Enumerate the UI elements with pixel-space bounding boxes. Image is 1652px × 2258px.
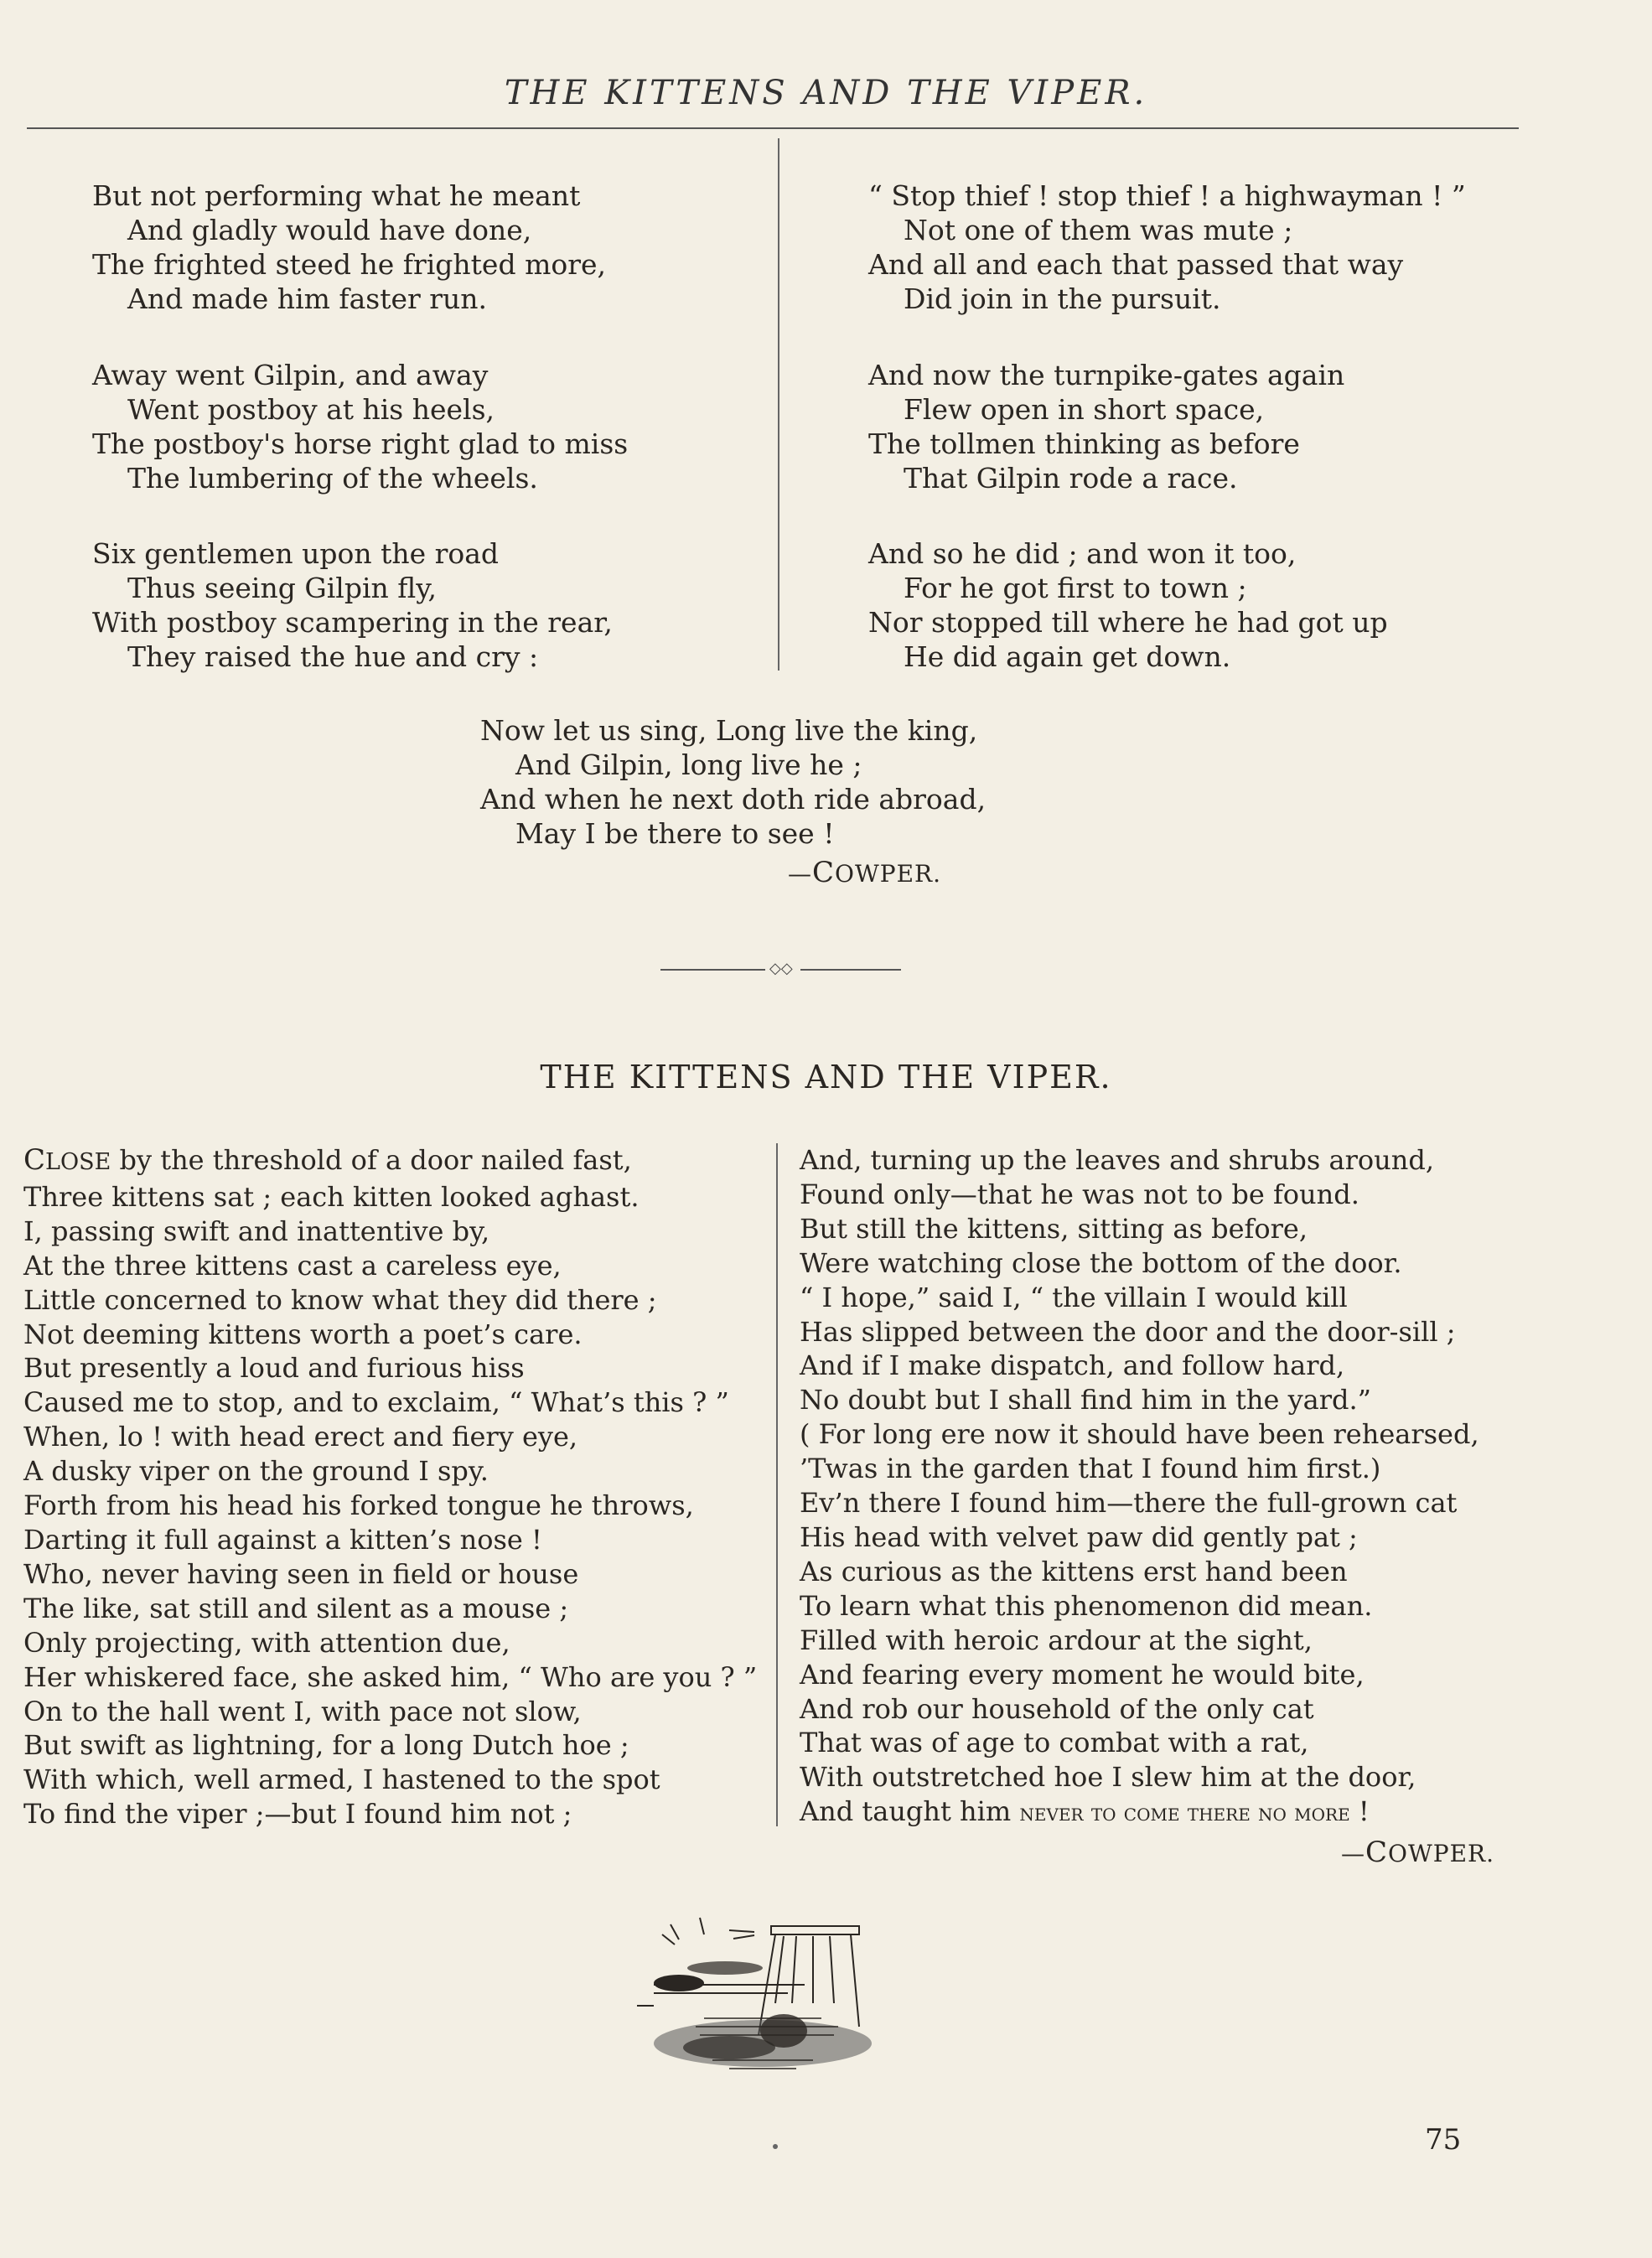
verse-line: No doubt but I shall find him in the yard.” [800, 1384, 1372, 1416]
gilpin-stanza [92, 536, 613, 674]
kittens-last-line [800, 1794, 1370, 1830]
verse-line: Three kittens sat ; each kitten looked aghast. [23, 1180, 640, 1213]
verse-line: But presently a loud and furious hiss [23, 1352, 525, 1385]
ornament-rule-left [660, 969, 765, 971]
verse-line: Little concerned to know what they did there ; [23, 1283, 657, 1316]
verse-line: And now the turnpike-gates again [868, 359, 1345, 391]
kittens-right-column [800, 1143, 1479, 1794]
ornament-mark: ◇◇ [769, 960, 793, 977]
verse-line: Thus seeing Gilpin fly, [127, 572, 438, 604]
gilpin-stanza [92, 358, 628, 495]
header-rule [27, 127, 1519, 129]
verse-line: Were watching close the bottom of the door. [800, 1246, 1402, 1279]
verse-line: The lumbering of the wheels. [127, 462, 538, 495]
verse-line: On to the hall went I, with pace not slow, [23, 1695, 582, 1727]
verse-line: And taught him never to come there no more ! [800, 1795, 1370, 1827]
verse-line: ( For long ere now it should have been rehearsed, [800, 1418, 1479, 1451]
verse-line: That was of age to combat with a rat, [800, 1727, 1309, 1759]
verse-line: And, turning up the leaves and shrubs around, [800, 1144, 1434, 1176]
verse-line: And so he did ; and won it too, [868, 537, 1297, 570]
verse-line: Not one of them was mute ; [904, 214, 1293, 246]
verse-line: With outstretched hoe I slew him at the door, [800, 1761, 1416, 1794]
verse-line: And rob our household of the only cat [800, 1692, 1314, 1725]
kittens-signature: —COWPER. [1341, 1836, 1495, 1869]
verse-line: Only projecting, with attention due, [23, 1626, 510, 1659]
verse-line: And when he next doth ride abroad, [480, 783, 987, 816]
verse-line: I, passing swift and inattentive by, [23, 1214, 490, 1247]
verse-line: Now let us sing, Long live the king, [480, 714, 978, 747]
verse-line: Found only—that he was not to be found. [800, 1178, 1359, 1210]
verse-line: But swift as lightning, for a long Dutch hoe ; [23, 1729, 629, 1762]
verse-line: Away went Gilpin, and away [92, 359, 489, 391]
verse-line: And all and each that passed that way [868, 248, 1404, 281]
verse-line: Ev’n there I found him—there the full-grown cat [800, 1487, 1458, 1520]
verse-line: Flew open in short space, [904, 393, 1265, 426]
verse-line: “ Stop thief ! stop thief ! a highwayman ! ” [868, 179, 1466, 212]
gilpin-stanza [868, 179, 1466, 316]
verse-line: Darting it full against a kitten’s nose ! [23, 1523, 542, 1556]
gilpin-stanza [868, 536, 1388, 674]
verse-line: Has slipped between the door and the door-sill ; [800, 1315, 1456, 1348]
verse-line: When, lo ! with head erect and fiery eye, [23, 1421, 578, 1453]
verse-line: Went postboy at his heels, [127, 393, 495, 426]
verse-line: Filled with heroic ardour at the sight, [800, 1624, 1313, 1656]
verse-line: They raised the hue and cry : [127, 640, 539, 673]
gilpin-final-stanza [480, 713, 986, 851]
verse-line: His head with velvet paw did gently pat ; [800, 1520, 1358, 1553]
verse-line: That Gilpin rode a race. [904, 462, 1238, 495]
verse-line: Six gentlemen upon the road [92, 537, 500, 570]
verse-line: To find the viper ;—but I found him not ; [23, 1798, 572, 1831]
running-title: THE KITTENS AND THE VIPER. [504, 74, 1148, 112]
verse-line: But still the kittens, sitting as before, [800, 1212, 1308, 1245]
verse-line: ’Twas in the garden that I found him first.) [800, 1453, 1381, 1485]
verse-line: And fearing every moment he would bite, [800, 1658, 1365, 1691]
gilpin-stanza [868, 358, 1344, 495]
engraving-vignette-illustration [603, 1901, 947, 2094]
verse-line: A dusky viper on the ground I spy. [23, 1455, 489, 1488]
verse-line: And gladly would have done, [127, 214, 532, 246]
verse-line: Forth from his head his forked tongue he throws, [23, 1489, 694, 1522]
verse-line: “ I hope,” said I, “ the villain I would kill [800, 1281, 1348, 1313]
verse-line: For he got first to town ; [904, 572, 1247, 604]
verse-line: At the three kittens cast a careless eye, [23, 1249, 562, 1282]
verse-line: And made him faster run. [127, 282, 488, 315]
verse-line: The postboy's horse right glad to miss [92, 427, 629, 460]
kitten-shape [654, 1975, 704, 1991]
verse-line: The frighted steed he frighted more, [92, 248, 607, 281]
verse-line: And Gilpin, long live he ; [515, 748, 862, 781]
ornament-rule-right [800, 969, 901, 971]
gilpin-signature: —COWPER. [788, 856, 942, 889]
verse-line: The like, sat still and silent as a mouse ; [23, 1592, 569, 1624]
verse-line: Caused me to stop, and to exclaim, “ What’s this ? ” [23, 1386, 729, 1419]
verse-line: With which, well armed, I hastened to the spot [23, 1763, 660, 1796]
verse-line: Her whiskered face, she asked him, “ Who are you ? ” [23, 1660, 758, 1693]
verse-line: Nor stopped till where he had got up [868, 606, 1388, 639]
verse-line: Who, never having seen in field or house [23, 1557, 579, 1590]
verse-line: With postboy scampering in the rear, [92, 606, 613, 639]
verse-line: To learn what this phenomenon did mean. [800, 1589, 1373, 1622]
verse-line: CLOSE by the threshold of a door nailed fast, [23, 1143, 632, 1177]
gilpin-stanza [92, 179, 606, 316]
verse-line: As curious as the kittens erst hand been [800, 1555, 1348, 1587]
verse-line: Not deeming kittens worth a poet’s care. [23, 1318, 583, 1350]
verse-line: The tollmen thinking as before [868, 427, 1300, 460]
verse-line: But not performing what he meant [92, 179, 581, 212]
page-number: 75 [1425, 2123, 1462, 2157]
column-divider [778, 138, 779, 671]
verse-line: And if I make dispatch, and follow hard, [800, 1349, 1345, 1382]
poem-title: THE KITTENS AND THE VIPER. [540, 1059, 1112, 1095]
verse-line: May I be there to see ! [515, 817, 835, 850]
kittens-left-column [23, 1143, 757, 1831]
verse-line: He did again get down. [904, 640, 1231, 673]
verse-line: Did join in the pursuit. [904, 282, 1221, 315]
column-divider [776, 1143, 778, 1826]
print-speck [773, 2144, 778, 2149]
